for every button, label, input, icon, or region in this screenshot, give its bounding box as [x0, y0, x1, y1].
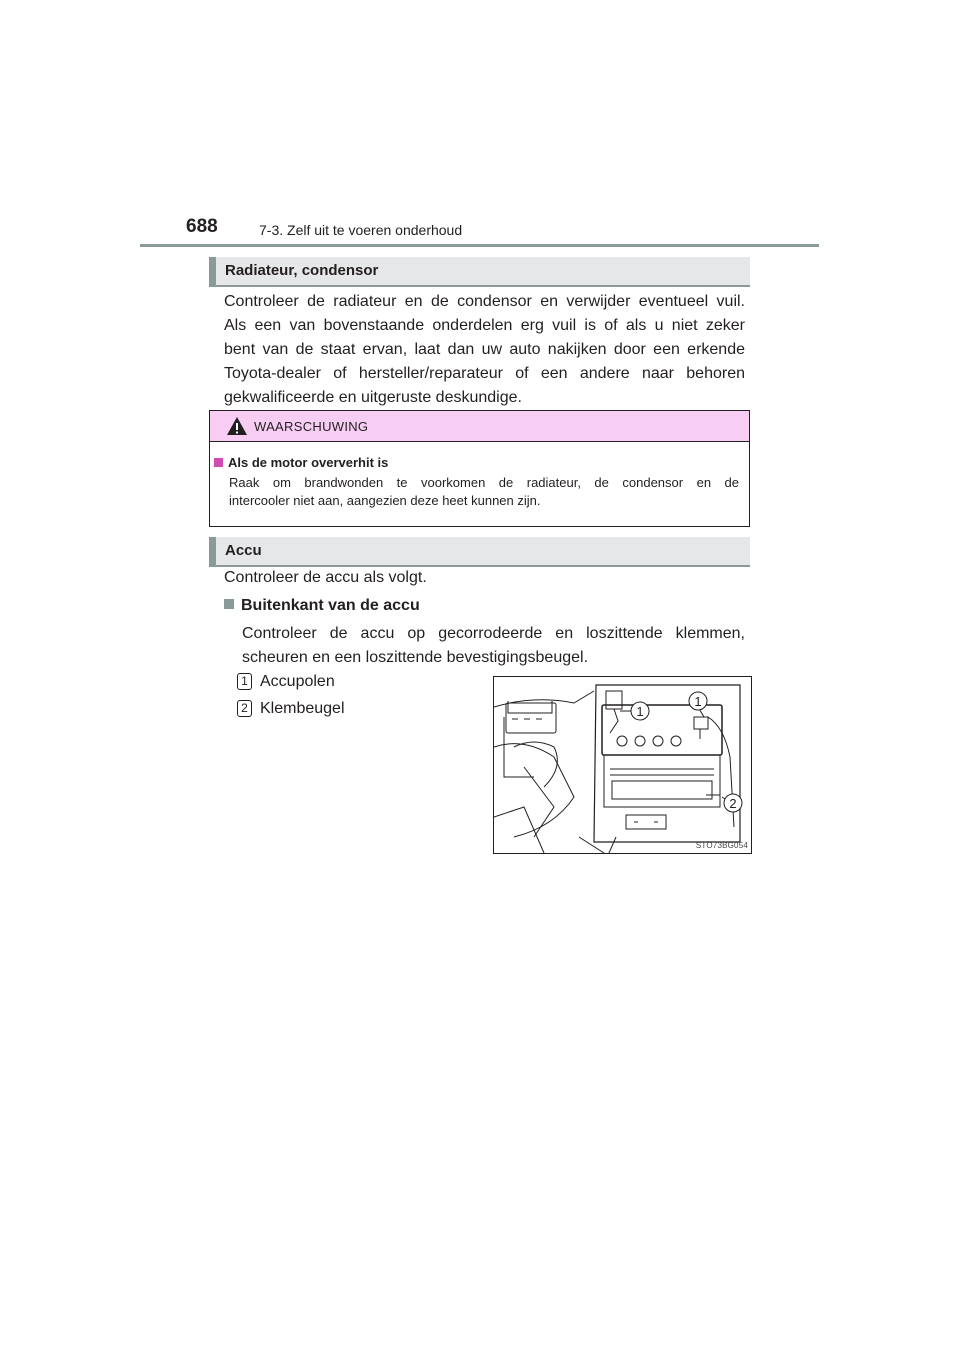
- warning-box: [209, 410, 750, 527]
- accu-intro: Controleer de accu als volgt.: [224, 569, 427, 586]
- header-rule: [140, 244, 819, 247]
- paragraph-line: Controleer de accu op gecorrodeerde en loszittende klemmen,: [242, 625, 745, 642]
- section-title-radiator: Radiateur, condensor: [225, 262, 379, 279]
- chapter-title: 7-3. Zelf uit te voeren onderhoud: [259, 222, 463, 238]
- paragraph-line: Toyota-dealer of hersteller/reparateur of een andere naar behoren: [224, 365, 745, 382]
- paragraph-line: Als een van bovenstaande onderdelen erg vuil is of als u niet zeker: [224, 317, 745, 334]
- radiator-paragraph: [224, 290, 745, 410]
- accu-paragraph: [242, 622, 745, 670]
- legend-label: Accupolen: [260, 673, 335, 690]
- warning-subheading: [214, 455, 388, 470]
- figure-callout: 2: [729, 796, 737, 811]
- figure-code: STO73BG054: [695, 841, 748, 850]
- legend-item-klembeugel: [237, 700, 345, 718]
- accu-subheading: [224, 597, 420, 615]
- legend-number: 2: [237, 700, 252, 717]
- section-heading-radiator: [209, 257, 750, 287]
- figure-callout: 1: [694, 694, 702, 709]
- legend-label: Klembeugel: [260, 700, 345, 717]
- warning-subheading-text: Als de motor oververhit is: [228, 455, 389, 470]
- paragraph-line: Controleer de radiateur en de condensor en verwijder eventueel vuil.: [224, 293, 745, 310]
- paragraph-line: scheuren en een loszittende bevestigingsbeugel.: [242, 649, 589, 666]
- warning-triangle-icon: [226, 416, 248, 436]
- bullet-square-icon: [224, 599, 234, 609]
- section-title-accu: Accu: [225, 542, 262, 559]
- battery-drawing: [494, 677, 751, 853]
- legend-number: 1: [237, 673, 252, 690]
- warning-title: WAARSCHUWING: [254, 419, 369, 434]
- accu-subheading-text: Buitenkant van de accu: [241, 597, 420, 614]
- section-heading-accu: [209, 537, 750, 567]
- warning-text: [229, 474, 739, 510]
- paragraph-line: bent van de staat ervan, laat dan uw auto nakijken door een erkende: [224, 341, 745, 358]
- section-accent-bar: [209, 537, 216, 567]
- warning-line: Raak om brandwonden te voorkomen de radiateur, de condensor en de: [229, 475, 739, 490]
- section-accent-bar: [209, 257, 216, 287]
- figure-callout: 1: [636, 704, 644, 719]
- bullet-square-icon: [214, 458, 223, 467]
- paragraph-line: gekwalificeerde en uitgeruste deskundige.: [224, 389, 522, 406]
- warning-line: intercooler niet aan, aangezien deze heet kunnen zijn.: [229, 493, 541, 508]
- legend-item-accupolen: [237, 673, 335, 691]
- page-number: 688: [186, 216, 218, 237]
- battery-illustration: [493, 676, 752, 854]
- warning-header: [210, 411, 749, 442]
